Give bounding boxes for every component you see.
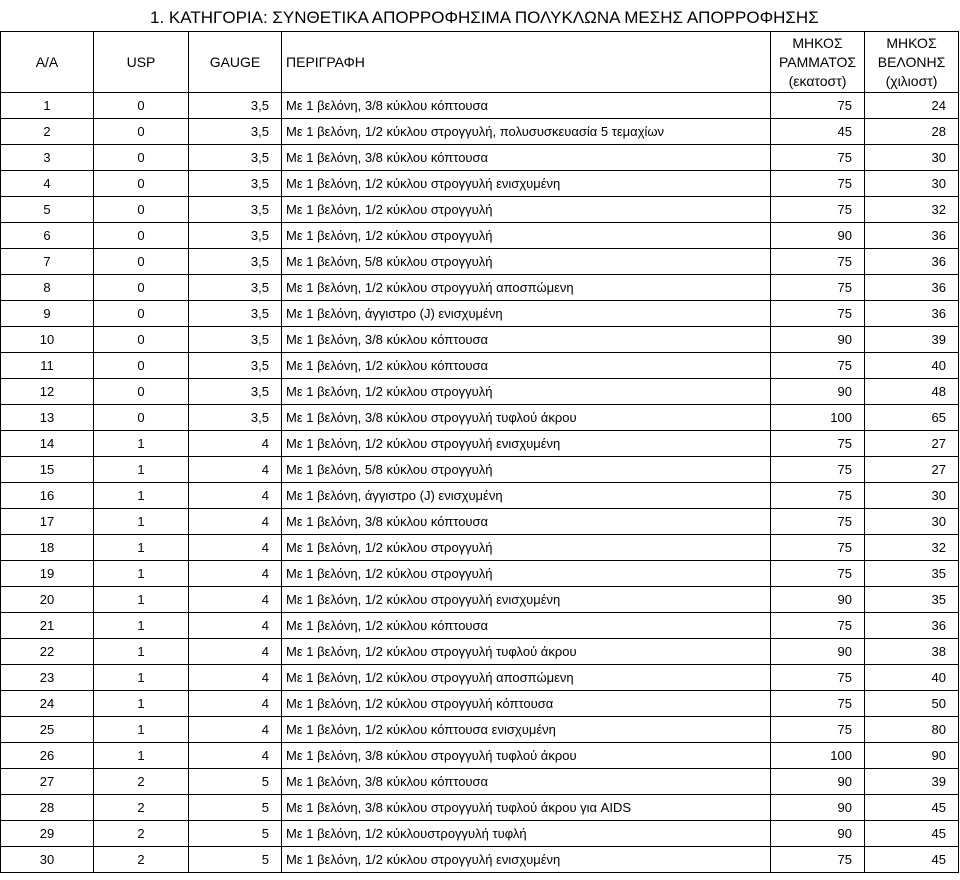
- cell-aa: 1: [1, 93, 94, 119]
- table-row: [1, 197, 959, 223]
- cell-usp: 1: [94, 587, 189, 613]
- cell-aa: 16: [1, 483, 94, 509]
- cell-suture-length: 75: [771, 717, 865, 743]
- cell-suture-length: 75: [771, 301, 865, 327]
- cell-aa: 25: [1, 717, 94, 743]
- cell-usp: 0: [94, 171, 189, 197]
- cell-usp: 1: [94, 717, 189, 743]
- cell-usp: 0: [94, 301, 189, 327]
- cell-description: Με 1 βελόνη, 5/8 κύκλου στρογγυλή: [282, 249, 771, 275]
- cell-suture-length: 90: [771, 587, 865, 613]
- cell-suture-length: 75: [771, 561, 865, 587]
- cell-description: Με 1 βελόνη, 1/2 κύκλου στρογγυλή ενισχυμένη: [282, 847, 771, 873]
- cell-description: Με 1 βελόνη, 1/2 κύκλου κόπτουσα: [282, 613, 771, 639]
- header-gauge: GAUGE: [189, 32, 282, 93]
- cell-description: Με 1 βελόνη, 1/2 κύκλου στρογγυλή ενισχυμένη: [282, 431, 771, 457]
- cell-needle-length: 30: [865, 145, 959, 171]
- cell-suture-length: 75: [771, 431, 865, 457]
- cell-suture-length: 75: [771, 483, 865, 509]
- cell-needle-length: 30: [865, 509, 959, 535]
- cell-description: Με 1 βελόνη, 3/8 κύκλου κόπτουσα: [282, 769, 771, 795]
- table-row: [1, 509, 959, 535]
- cell-suture-length: 100: [771, 405, 865, 431]
- cell-usp: 0: [94, 145, 189, 171]
- cell-gauge: 3,5: [189, 379, 282, 405]
- table-row: [1, 561, 959, 587]
- cell-needle-length: 40: [865, 353, 959, 379]
- cell-aa: 15: [1, 457, 94, 483]
- cell-needle-length: 32: [865, 197, 959, 223]
- cell-usp: 2: [94, 821, 189, 847]
- table-row: [1, 821, 959, 847]
- category-title: 1. ΚΑΤΗΓΟΡΙΑ: ΣΥΝΘΕΤΙΚΑ ΑΠΟΡΡΟΦΗΣΙΜΑ ΠΟΛΥΚΛΩΝΑ ΜΕΣΗΣ ΑΠΟΡΡΟΦΗΣΗΣ: [150, 8, 819, 27]
- header-usp: USP: [94, 32, 189, 93]
- cell-gauge: 3,5: [189, 249, 282, 275]
- cell-needle-length: 36: [865, 223, 959, 249]
- cell-suture-length: 75: [771, 197, 865, 223]
- table-row: [1, 223, 959, 249]
- cell-usp: 1: [94, 457, 189, 483]
- table-row: [1, 717, 959, 743]
- cell-aa: 2: [1, 119, 94, 145]
- table-row: [1, 795, 959, 821]
- table-row: [1, 249, 959, 275]
- header-aa: Α/Α: [1, 32, 94, 93]
- cell-gauge: 4: [189, 561, 282, 587]
- cell-usp: 1: [94, 561, 189, 587]
- cell-description: Με 1 βελόνη, 1/2 κύκλου κόπτουσα: [282, 353, 771, 379]
- cell-gauge: 4: [189, 457, 282, 483]
- table-row: [1, 613, 959, 639]
- cell-needle-length: 36: [865, 275, 959, 301]
- cell-gauge: 4: [189, 509, 282, 535]
- cell-suture-length: 75: [771, 535, 865, 561]
- cell-description: Με 1 βελόνη, 1/2 κύκλου στρογγυλή αποσπώμενη: [282, 275, 771, 301]
- cell-usp: 1: [94, 743, 189, 769]
- cell-usp: 1: [94, 665, 189, 691]
- cell-gauge: 5: [189, 821, 282, 847]
- cell-usp: 1: [94, 509, 189, 535]
- cell-gauge: 4: [189, 587, 282, 613]
- cell-description: Με 1 βελόνη, 1/2 κύκλου στρογγυλή: [282, 535, 771, 561]
- cell-aa: 17: [1, 509, 94, 535]
- table-row: [1, 327, 959, 353]
- table-row: [1, 691, 959, 717]
- cell-suture-length: 90: [771, 379, 865, 405]
- cell-gauge: 3,5: [189, 405, 282, 431]
- cell-needle-length: 36: [865, 613, 959, 639]
- cell-gauge: 4: [189, 743, 282, 769]
- cell-description: Με 1 βελόνη, άγγιστρο (J) ενισχυμένη: [282, 483, 771, 509]
- cell-usp: 0: [94, 223, 189, 249]
- cell-usp: 1: [94, 613, 189, 639]
- cell-needle-length: 38: [865, 639, 959, 665]
- cell-suture-length: 75: [771, 249, 865, 275]
- cell-aa: 3: [1, 145, 94, 171]
- cell-aa: 27: [1, 769, 94, 795]
- cell-gauge: 4: [189, 431, 282, 457]
- header-suture-length-line-3: (εκατοστ): [788, 72, 847, 89]
- cell-gauge: 3,5: [189, 275, 282, 301]
- cell-aa: 22: [1, 639, 94, 665]
- cell-gauge: 3,5: [189, 301, 282, 327]
- table-row: [1, 431, 959, 457]
- cell-needle-length: 45: [865, 821, 959, 847]
- cell-suture-length: 75: [771, 665, 865, 691]
- cell-description: Με 1 βελόνη, 1/2 κύκλου στρογγυλή, πολυσυσκευασία 5 τεμαχίων: [282, 119, 771, 145]
- cell-usp: 1: [94, 431, 189, 457]
- cell-gauge: 3,5: [189, 327, 282, 353]
- table-row: [1, 301, 959, 327]
- cell-gauge: 4: [189, 535, 282, 561]
- cell-description: Με 1 βελόνη, 3/8 κύκλου κόπτουσα: [282, 145, 771, 171]
- cell-needle-length: 90: [865, 743, 959, 769]
- cell-needle-length: 36: [865, 301, 959, 327]
- cell-gauge: 3,5: [189, 353, 282, 379]
- table-row: [1, 119, 959, 145]
- cell-suture-length: 75: [771, 457, 865, 483]
- cell-aa: 19: [1, 561, 94, 587]
- cell-needle-length: 65: [865, 405, 959, 431]
- cell-description: Με 1 βελόνη, 3/8 κύκλου κόπτουσα: [282, 327, 771, 353]
- cell-aa: 5: [1, 197, 94, 223]
- cell-description: Με 1 βελόνη, 3/8 κύκλου κόπτουσα: [282, 509, 771, 535]
- cell-gauge: 3,5: [189, 223, 282, 249]
- table-row: [1, 353, 959, 379]
- cell-suture-length: 90: [771, 769, 865, 795]
- table-row: [1, 587, 959, 613]
- cell-description: Με 1 βελόνη, 5/8 κύκλου στρογγυλή: [282, 457, 771, 483]
- cell-usp: 2: [94, 847, 189, 873]
- cell-aa: 14: [1, 431, 94, 457]
- cell-description: Με 1 βελόνη, 1/2 κύκλου στρογγυλή αποσπώμενη: [282, 665, 771, 691]
- cell-suture-length: 90: [771, 223, 865, 249]
- cell-usp: 1: [94, 639, 189, 665]
- cell-usp: 0: [94, 275, 189, 301]
- cell-aa: 9: [1, 301, 94, 327]
- table-body: [1, 93, 959, 873]
- cell-aa: 20: [1, 587, 94, 613]
- table-row: [1, 847, 959, 873]
- cell-needle-length: 39: [865, 769, 959, 795]
- cell-gauge: 4: [189, 717, 282, 743]
- cell-aa: 18: [1, 535, 94, 561]
- cell-gauge: 3,5: [189, 171, 282, 197]
- cell-usp: 0: [94, 249, 189, 275]
- cell-suture-length: 90: [771, 327, 865, 353]
- cell-aa: 12: [1, 379, 94, 405]
- cell-gauge: 3,5: [189, 197, 282, 223]
- table-row: [1, 665, 959, 691]
- cell-suture-length: 75: [771, 145, 865, 171]
- cell-gauge: 5: [189, 769, 282, 795]
- cell-description: Με 1 βελόνη, 3/8 κύκλου στρογγυλή τυφλού άκρου για AIDS: [282, 795, 771, 821]
- cell-description: Με 1 βελόνη, 1/2 κύκλου στρογγυλή κόπτουσα: [282, 691, 771, 717]
- cell-suture-length: 75: [771, 847, 865, 873]
- cell-aa: 13: [1, 405, 94, 431]
- cell-aa: 30: [1, 847, 94, 873]
- cell-needle-length: 28: [865, 119, 959, 145]
- cell-needle-length: 80: [865, 717, 959, 743]
- cell-aa: 21: [1, 613, 94, 639]
- cell-gauge: 4: [189, 639, 282, 665]
- header-needle-length-line-3: (χιλιοστ): [885, 72, 938, 89]
- cell-suture-length: 90: [771, 821, 865, 847]
- table-row: [1, 639, 959, 665]
- cell-description: Με 1 βελόνη, 3/8 κύκλου κόπτουσα: [282, 93, 771, 119]
- cell-suture-length: 75: [771, 353, 865, 379]
- cell-suture-length: 75: [771, 509, 865, 535]
- cell-needle-length: 27: [865, 457, 959, 483]
- cell-aa: 8: [1, 275, 94, 301]
- cell-description: Με 1 βελόνη, 3/8 κύκλου στρογγυλή τυφλού άκρου: [282, 743, 771, 769]
- cell-aa: 4: [1, 171, 94, 197]
- cell-description: Με 1 βελόνη, 1/2 κύκλου στρογγυλή: [282, 561, 771, 587]
- cell-description: Με 1 βελόνη, 1/2 κύκλου στρογγυλή: [282, 223, 771, 249]
- cell-gauge: 4: [189, 665, 282, 691]
- cell-aa: 24: [1, 691, 94, 717]
- cell-usp: 2: [94, 795, 189, 821]
- cell-aa: 28: [1, 795, 94, 821]
- cell-description: Με 1 βελόνη, 1/2 κύκλου κόπτουσα ενισχυμένη: [282, 717, 771, 743]
- cell-suture-length: 75: [771, 171, 865, 197]
- cell-description: Με 1 βελόνη, άγγιστρο (J) ενισχυμένη: [282, 301, 771, 327]
- cell-needle-length: 50: [865, 691, 959, 717]
- cell-usp: 0: [94, 405, 189, 431]
- cell-suture-length: 45: [771, 119, 865, 145]
- header-suture-length-line-1: ΜΗΚΟΣ: [792, 34, 843, 51]
- cell-aa: 10: [1, 327, 94, 353]
- cell-needle-length: 35: [865, 561, 959, 587]
- cell-needle-length: 40: [865, 665, 959, 691]
- cell-gauge: 5: [189, 795, 282, 821]
- cell-needle-length: 27: [865, 431, 959, 457]
- table-row: [1, 379, 959, 405]
- cell-usp: 0: [94, 379, 189, 405]
- table-row: [1, 171, 959, 197]
- cell-needle-length: 39: [865, 327, 959, 353]
- cell-suture-length: 90: [771, 795, 865, 821]
- cell-gauge: 4: [189, 483, 282, 509]
- cell-description: Με 1 βελόνη, 1/2 κύκλου στρογγυλή: [282, 379, 771, 405]
- cell-needle-length: 30: [865, 483, 959, 509]
- cell-aa: 7: [1, 249, 94, 275]
- cell-gauge: 4: [189, 613, 282, 639]
- table-row: [1, 483, 959, 509]
- cell-usp: 1: [94, 535, 189, 561]
- cell-description: Με 1 βελόνη, 1/2 κύκλου στρογγυλή ενισχυμένη: [282, 587, 771, 613]
- cell-usp: 0: [94, 353, 189, 379]
- cell-needle-length: 45: [865, 847, 959, 873]
- table-row: [1, 743, 959, 769]
- cell-usp: 1: [94, 691, 189, 717]
- cell-aa: 11: [1, 353, 94, 379]
- cell-gauge: 3,5: [189, 145, 282, 171]
- cell-needle-length: 45: [865, 795, 959, 821]
- cell-usp: 0: [94, 197, 189, 223]
- cell-gauge: 3,5: [189, 93, 282, 119]
- cell-suture-length: 90: [771, 639, 865, 665]
- cell-description: Με 1 βελόνη, 1/2 κύκλου στρογγυλή τυφλού άκρου: [282, 639, 771, 665]
- cell-aa: 23: [1, 665, 94, 691]
- table-row: [1, 275, 959, 301]
- header-suture-length: [771, 32, 865, 93]
- cell-needle-length: 24: [865, 93, 959, 119]
- cell-needle-length: 35: [865, 587, 959, 613]
- cell-usp: 2: [94, 769, 189, 795]
- cell-description: Με 1 βελόνη, 3/8 κύκλου στρογγυλή τυφλού άκρου: [282, 405, 771, 431]
- cell-description: Με 1 βελόνη, 1/2 κύκλου στρογγυλή: [282, 197, 771, 223]
- cell-needle-length: 30: [865, 171, 959, 197]
- cell-suture-length: 75: [771, 691, 865, 717]
- cell-gauge: 5: [189, 847, 282, 873]
- cell-aa: 6: [1, 223, 94, 249]
- header-description: ΠΕΡΙΓΡΑΦΗ: [282, 32, 771, 93]
- cell-usp: 0: [94, 327, 189, 353]
- table-row: [1, 769, 959, 795]
- cell-needle-length: 48: [865, 379, 959, 405]
- table-row: [1, 93, 959, 119]
- table-row: [1, 457, 959, 483]
- table-header-row: [1, 32, 959, 93]
- cell-aa: 29: [1, 821, 94, 847]
- cell-suture-length: 75: [771, 275, 865, 301]
- cell-needle-length: 32: [865, 535, 959, 561]
- cell-description: Με 1 βελόνη, 1/2 κύκλουστρογγυλή τυφλή: [282, 821, 771, 847]
- cell-gauge: 4: [189, 691, 282, 717]
- cell-suture-length: 100: [771, 743, 865, 769]
- header-needle-length: [865, 32, 959, 93]
- sutures-table: [0, 31, 959, 873]
- table-row: [1, 535, 959, 561]
- cell-needle-length: 36: [865, 249, 959, 275]
- header-needle-length-line-1: ΜΗΚΟΣ: [886, 34, 937, 51]
- cell-aa: 26: [1, 743, 94, 769]
- table-row: [1, 145, 959, 171]
- cell-description: Με 1 βελόνη, 1/2 κύκλου στρογγυλή ενισχυμένη: [282, 171, 771, 197]
- header-needle-length-line-2: ΒΕΛΟΝΗΣ: [877, 53, 946, 70]
- cell-gauge: 3,5: [189, 119, 282, 145]
- cell-usp: 0: [94, 93, 189, 119]
- cell-usp: 0: [94, 119, 189, 145]
- cell-suture-length: 75: [771, 93, 865, 119]
- cell-usp: 1: [94, 483, 189, 509]
- header-suture-length-line-2: ΡΑΜΜΑΤΟΣ: [778, 53, 857, 70]
- table-row: [1, 405, 959, 431]
- cell-suture-length: 75: [771, 613, 865, 639]
